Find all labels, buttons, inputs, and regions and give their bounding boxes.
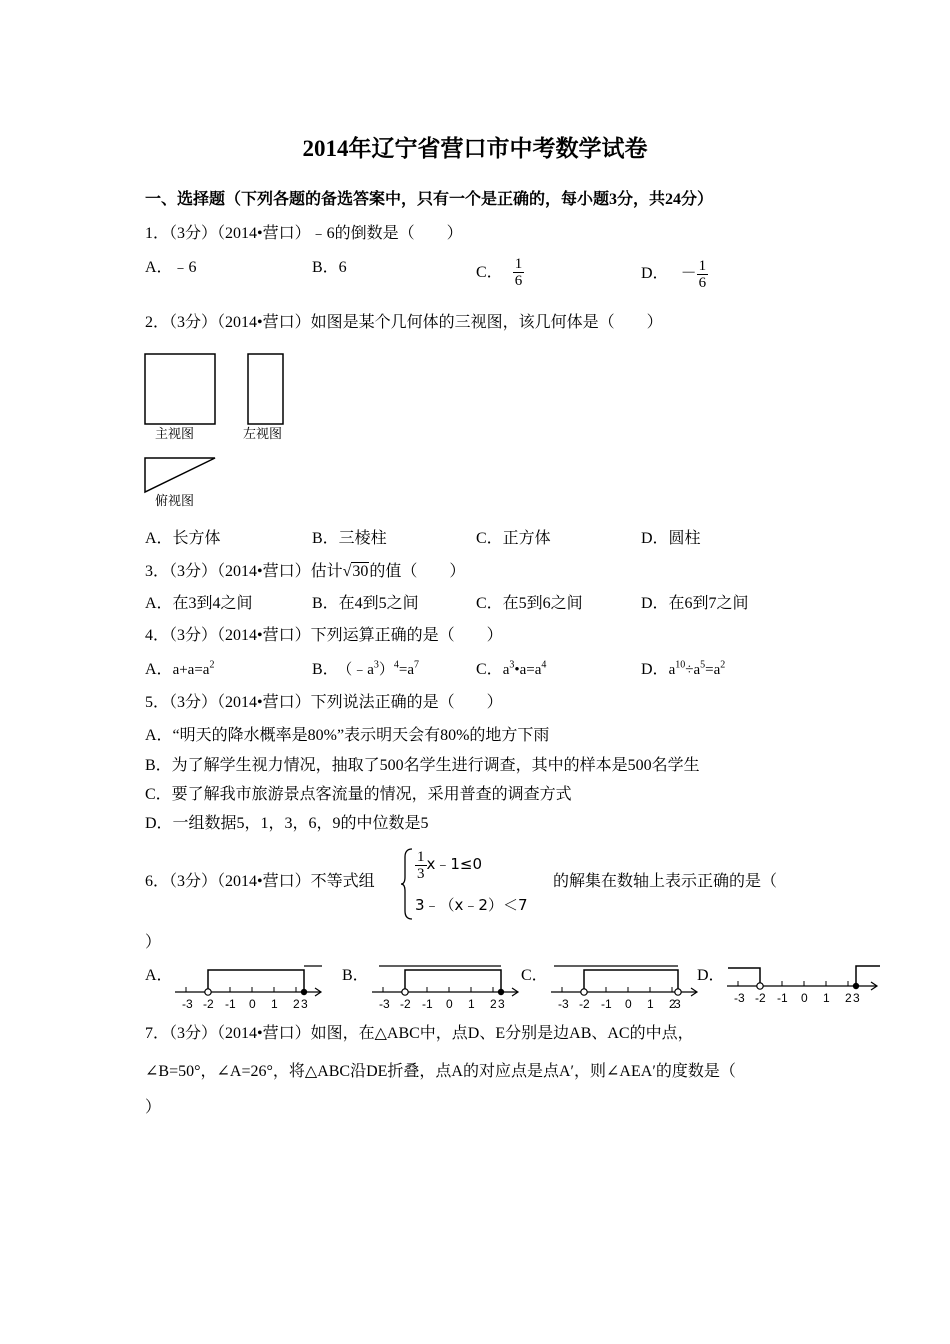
tick-label: 1 (271, 997, 278, 1011)
exponent: 5 (700, 659, 706, 671)
q4-option-d-expression: =a (705, 662, 721, 678)
tick-label: 0 (446, 997, 453, 1011)
fraction-numerator: 1 (417, 849, 425, 865)
q2-option-c: C．正方体 (476, 530, 551, 547)
q1-option-a: A．﹣6 (145, 259, 197, 276)
question-5-stem: 5．（3分）（2014•营口）下列说法正确的是（ ） (145, 694, 503, 711)
q4-option-b (312, 660, 419, 680)
q4-option-a (145, 660, 214, 680)
tick-label: 2 (490, 997, 497, 1011)
left-view-rectangle (246, 352, 286, 428)
question-4-stem: 4．（3分）（2014•营口）下列运算正确的是（ ） (145, 627, 503, 644)
q4-option-a-label: A． (145, 661, 173, 678)
fraction (697, 258, 709, 291)
exponent: 7 (414, 659, 419, 671)
left-brace (400, 847, 414, 921)
number-line-b (369, 962, 525, 1012)
q3-option-b: B．在4到5之间 (312, 595, 419, 612)
exponent: 4 (393, 659, 399, 671)
question-6-stem-close: ） (145, 934, 162, 951)
tick-label: -3 (558, 997, 569, 1011)
tick-label: -3 (379, 997, 390, 1011)
q4-option-c-expression: a (502, 662, 510, 678)
question-1-stem: 1．（3分）（2014•营口）﹣6的倒数是（ ） (145, 225, 463, 242)
exponent: 3 (509, 659, 515, 671)
number-line-d (724, 958, 884, 1008)
q2-option-a: A．长方体 (145, 530, 221, 547)
q4-option-b-expression: ） (378, 662, 394, 678)
tick-label: -1 (422, 997, 433, 1011)
tick-label: -2 (579, 997, 590, 1011)
q5-option-c: C．要了解我市旅游景点客流量的情况，采用普查的调查方式 (145, 786, 572, 803)
radicand: 30 (352, 563, 369, 580)
question-7-line-2: ∠B=50°，∠A=26°，将△ABC沿DE折叠，点A的对应点是点A′，则∠AEA′的度数是（ (145, 1063, 736, 1080)
fraction (415, 849, 427, 882)
q2-option-d: D．圆柱 (641, 530, 701, 547)
tick-label: 0 (625, 997, 632, 1011)
inequality-2: 3﹣（x﹣2）＜7 (415, 896, 528, 914)
q4-option-d (641, 660, 725, 680)
inequality-1-expression: x﹣1≤0 (426, 855, 483, 874)
tick-label: 3 (498, 997, 505, 1011)
tick-label: 1 (468, 997, 475, 1011)
q5-option-d: D．一组数据5，1，3，6，9的中位数是5 (145, 815, 429, 832)
tick-label: -1 (225, 997, 236, 1011)
question-3-stem (145, 562, 465, 582)
tick-label: 3 (301, 997, 308, 1011)
q5-option-b: B．为了解学生视力情况，抽取了500名学生进行调查，其中的样本是500名学生 (145, 757, 700, 774)
q4-option-c (476, 660, 546, 680)
fraction-denominator: 6 (514, 273, 523, 289)
q3-option-a: A．在3到4之间 (145, 595, 253, 612)
tick-label: 1 (823, 991, 830, 1005)
q6-option-d-label: D． (697, 967, 725, 984)
tick-label: -3 (182, 997, 193, 1011)
tick-label: -2 (400, 997, 411, 1011)
q4-option-d-expression: a (668, 662, 676, 678)
exponent: 2 (720, 659, 726, 671)
tick-label: -2 (755, 991, 766, 1005)
question-6-stem-suffix: 的解集在数轴上表示正确的是（ (553, 873, 778, 890)
exponent: 2 (209, 659, 215, 671)
tick-label: 2 (669, 997, 676, 1011)
tick-label: 3 (674, 997, 681, 1011)
tick-label: -1 (777, 991, 788, 1005)
radical-sign: √ (342, 563, 352, 580)
q4-option-c-expression: •a=a (514, 662, 542, 678)
page-title: 2014年辽宁省营口市中考数学试卷 (302, 136, 648, 161)
square-root (343, 562, 370, 582)
q3-stem-suffix: 的值（ ） (369, 563, 466, 580)
tick-label: 0 (801, 991, 808, 1005)
q1-option-c (476, 258, 524, 289)
fraction-numerator: 1 (698, 258, 707, 274)
exponent: 4 (541, 659, 547, 671)
q3-option-d: D．在6到7之间 (641, 595, 749, 612)
q3-option-c: C．在5到6之间 (476, 595, 583, 612)
q3-stem-prefix: 3．（3分）（2014•营口）估计 (145, 563, 343, 580)
question-6-stem-prefix: 6．（3分）（2014•营口）不等式组 (145, 873, 375, 890)
exponent: 10 (675, 659, 686, 671)
tick-label: -1 (601, 997, 612, 1011)
q4-option-b-label: B． (312, 661, 339, 678)
fraction-denominator: 6 (698, 275, 707, 291)
q4-option-c-label: C． (476, 661, 503, 678)
q1-option-c-label: C． (476, 264, 503, 282)
left-view-label: 左视图 (243, 427, 283, 442)
q4-option-b-expression: =a (398, 662, 414, 678)
q5-option-a: A．“明天的降水概率是80%”表示明天会有80%的地方下雨 (145, 727, 550, 744)
q4-option-a-expression: a+a=a (172, 662, 210, 678)
tick-label: 3 (853, 991, 860, 1005)
q6-option-a-label: A． (145, 967, 173, 984)
number-line-c (548, 962, 704, 1012)
tick-label: -2 (203, 997, 214, 1011)
question-7-line-1: 7．（3分）（2014•营口）如图，在△ABC中，点D、E分别是边AB、AC的中点， (145, 1025, 694, 1042)
q1-option-d (641, 258, 708, 291)
fraction-denominator: 3 (417, 866, 425, 882)
q6-option-b-label: B． (342, 967, 369, 984)
question-2-stem: 2．（3分）（2014•营口）如图是某个几何体的三视图，该几何体是（ ） (145, 314, 663, 331)
tick-label: 0 (249, 997, 256, 1011)
q4-option-d-expression: ÷a (685, 662, 701, 678)
q4-option-d-label: D． (641, 661, 669, 678)
inequality-1 (415, 849, 482, 882)
q1-option-d-label: D． (641, 265, 669, 283)
question-7-line-3: ） (145, 1099, 162, 1116)
q1-option-b: B．6 (312, 259, 347, 276)
section-heading: 一、选择题（下列各题的备选答案中，只有一个是正确的，每小题3分，共24分） (145, 191, 714, 208)
front-view-label: 主视图 (155, 427, 195, 442)
q2-option-b: B．三棱柱 (312, 530, 387, 547)
tick-label: 2 (293, 997, 300, 1011)
fraction (513, 256, 525, 289)
front-view-square (143, 352, 218, 428)
q4-option-b-expression: （﹣a (344, 662, 374, 678)
tick-label: 2 (845, 991, 852, 1005)
fraction-numerator: 1 (514, 256, 523, 272)
number-line-a (172, 962, 328, 1012)
tick-label: 1 (647, 997, 654, 1011)
q6-option-c-label: C． (521, 967, 548, 984)
top-view-triangle (143, 456, 218, 496)
top-view-label: 俯视图 (155, 494, 195, 509)
minus-sign: － (680, 265, 697, 283)
tick-label: -3 (734, 991, 745, 1005)
exponent: 3 (373, 659, 379, 671)
